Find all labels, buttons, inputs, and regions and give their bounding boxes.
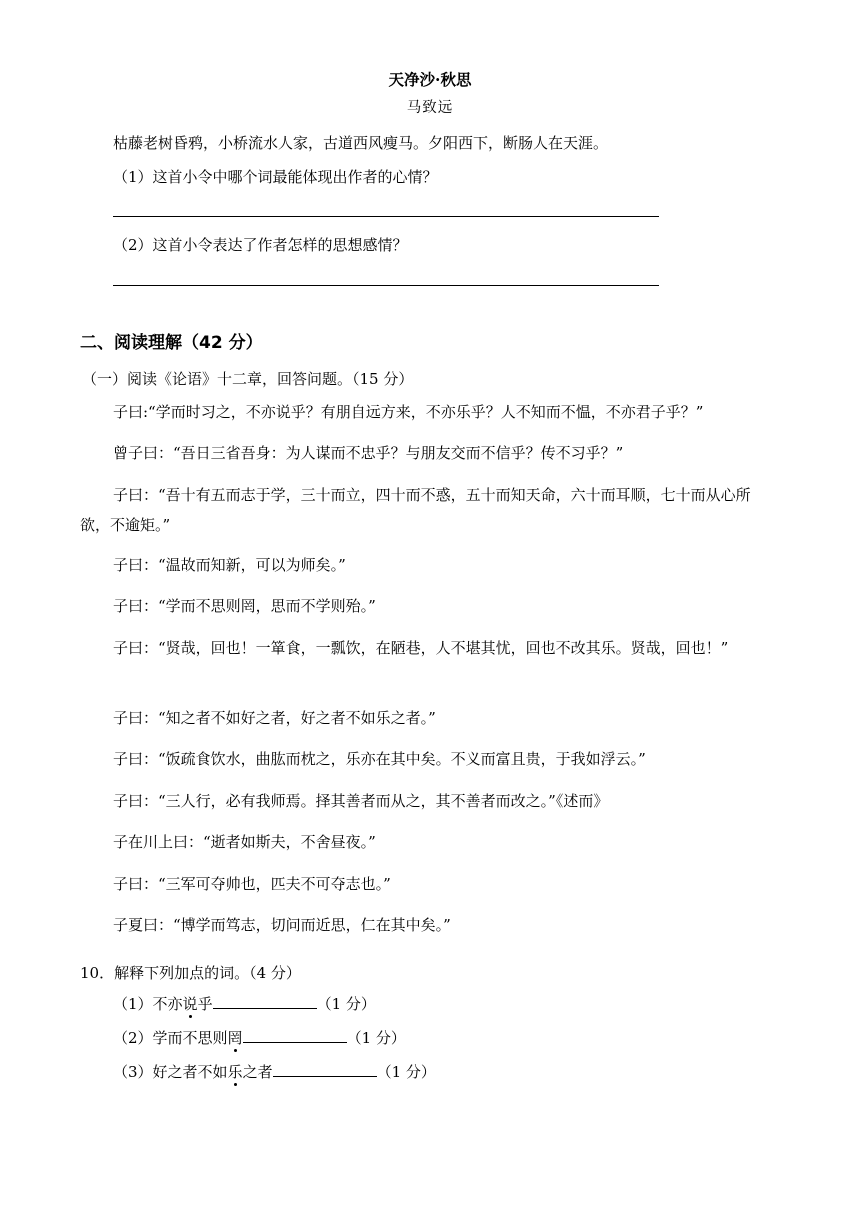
answer-line-2 — [113, 285, 659, 286]
analects-paragraph-4: 子曰：“温故而知新，可以为师矣。” — [113, 556, 346, 574]
poem-author: 马致远 — [406, 100, 454, 116]
poem-text: 枯藤老树昏鸦，小桥流水人家，古道西风瘦马。夕阳西下，断肠人在天涯。 — [113, 134, 609, 152]
item-prefix: （3）好之者不如 — [113, 1063, 228, 1081]
analects-paragraph-6: 子曰：“贤哉，回也！一箪食，一瓢饮，在陋巷，人不堪其忧，回也不改其乐。贤哉，回也！” — [113, 639, 729, 657]
answer-blank — [243, 1028, 347, 1043]
analects-paragraph-3: 子曰：“吾十有五而志于学，三十而立，四十而不惑，五十而知天命，六十而耳顺，七十而从心所欲，不逾矩。” — [80, 486, 751, 534]
poem-title: 天净沙·秋思 — [388, 70, 472, 89]
item-prefix: （1）不亦 — [113, 995, 183, 1013]
question-10-item-1 — [113, 993, 376, 1014]
analects-paragraph-5: 子曰：“学而不思则罔，思而不学则殆。” — [113, 597, 376, 615]
answer-blank — [213, 994, 317, 1009]
dotted-word: 乐 — [227, 1063, 243, 1081]
analects-paragraph-8: 子曰：“饭疏食饮水，曲肱而枕之，乐亦在其中矣。不义而富且贵，于我如浮云。” — [113, 750, 646, 768]
poem-question-1: （1）这首小令中哪个词最能体现出作者的心情？ — [113, 168, 438, 186]
analects-paragraph-7: 子曰：“知之者不如好之者，好之者不如乐之者。” — [113, 709, 436, 727]
dotted-word: 说 — [182, 995, 198, 1013]
analects-paragraph-12: 子夏曰：“博学而笃志，切问而近思，仁在其中矣。” — [113, 916, 451, 934]
item-score: （1 分） — [346, 1029, 406, 1047]
analects-paragraph-1: 子曰:“学而时习之，不亦说乎？有朋自远方来，不亦乐乎？人不知而不愠，不亦君子乎？” — [113, 403, 704, 421]
poem-question-2: （2）这首小令表达了作者怎样的思想感情？ — [113, 236, 408, 254]
section-heading: 二、阅读理解（42 分） — [80, 333, 263, 353]
item-prefix: （2）学而不思则 — [113, 1029, 228, 1047]
answer-blank — [273, 1062, 377, 1077]
dotted-word: 罔 — [227, 1029, 243, 1047]
question-10-title: 10．解释下列加点的词。（4 分） — [80, 964, 301, 982]
question-10-item-3 — [113, 1061, 436, 1082]
analects-paragraph-11: 子曰：“三军可夺帅也，匹夫不可夺志也。” — [113, 875, 391, 893]
analects-paragraph-2: 曾子曰：“吾日三省吾身：为人谋而不忠乎？与朋友交而不信乎？传不习乎？” — [113, 444, 624, 462]
analects-paragraph-9: 子曰：“三人行，必有我师焉。择其善者而从之，其不善者而改之。”《述而》 — [113, 792, 609, 810]
section-subheading: （一）阅读《论语》十二章，回答问题。（15 分） — [82, 370, 414, 388]
item-score: （1 分） — [316, 995, 376, 1013]
item-suffix: 乎 — [197, 995, 213, 1013]
item-score: （1 分） — [376, 1063, 436, 1081]
question-10-item-2 — [113, 1027, 406, 1048]
analects-paragraph-10: 子在川上曰：“逝者如斯夫，不舍昼夜。” — [113, 833, 376, 851]
item-suffix: 之者 — [242, 1063, 273, 1081]
answer-line-1 — [113, 216, 659, 217]
